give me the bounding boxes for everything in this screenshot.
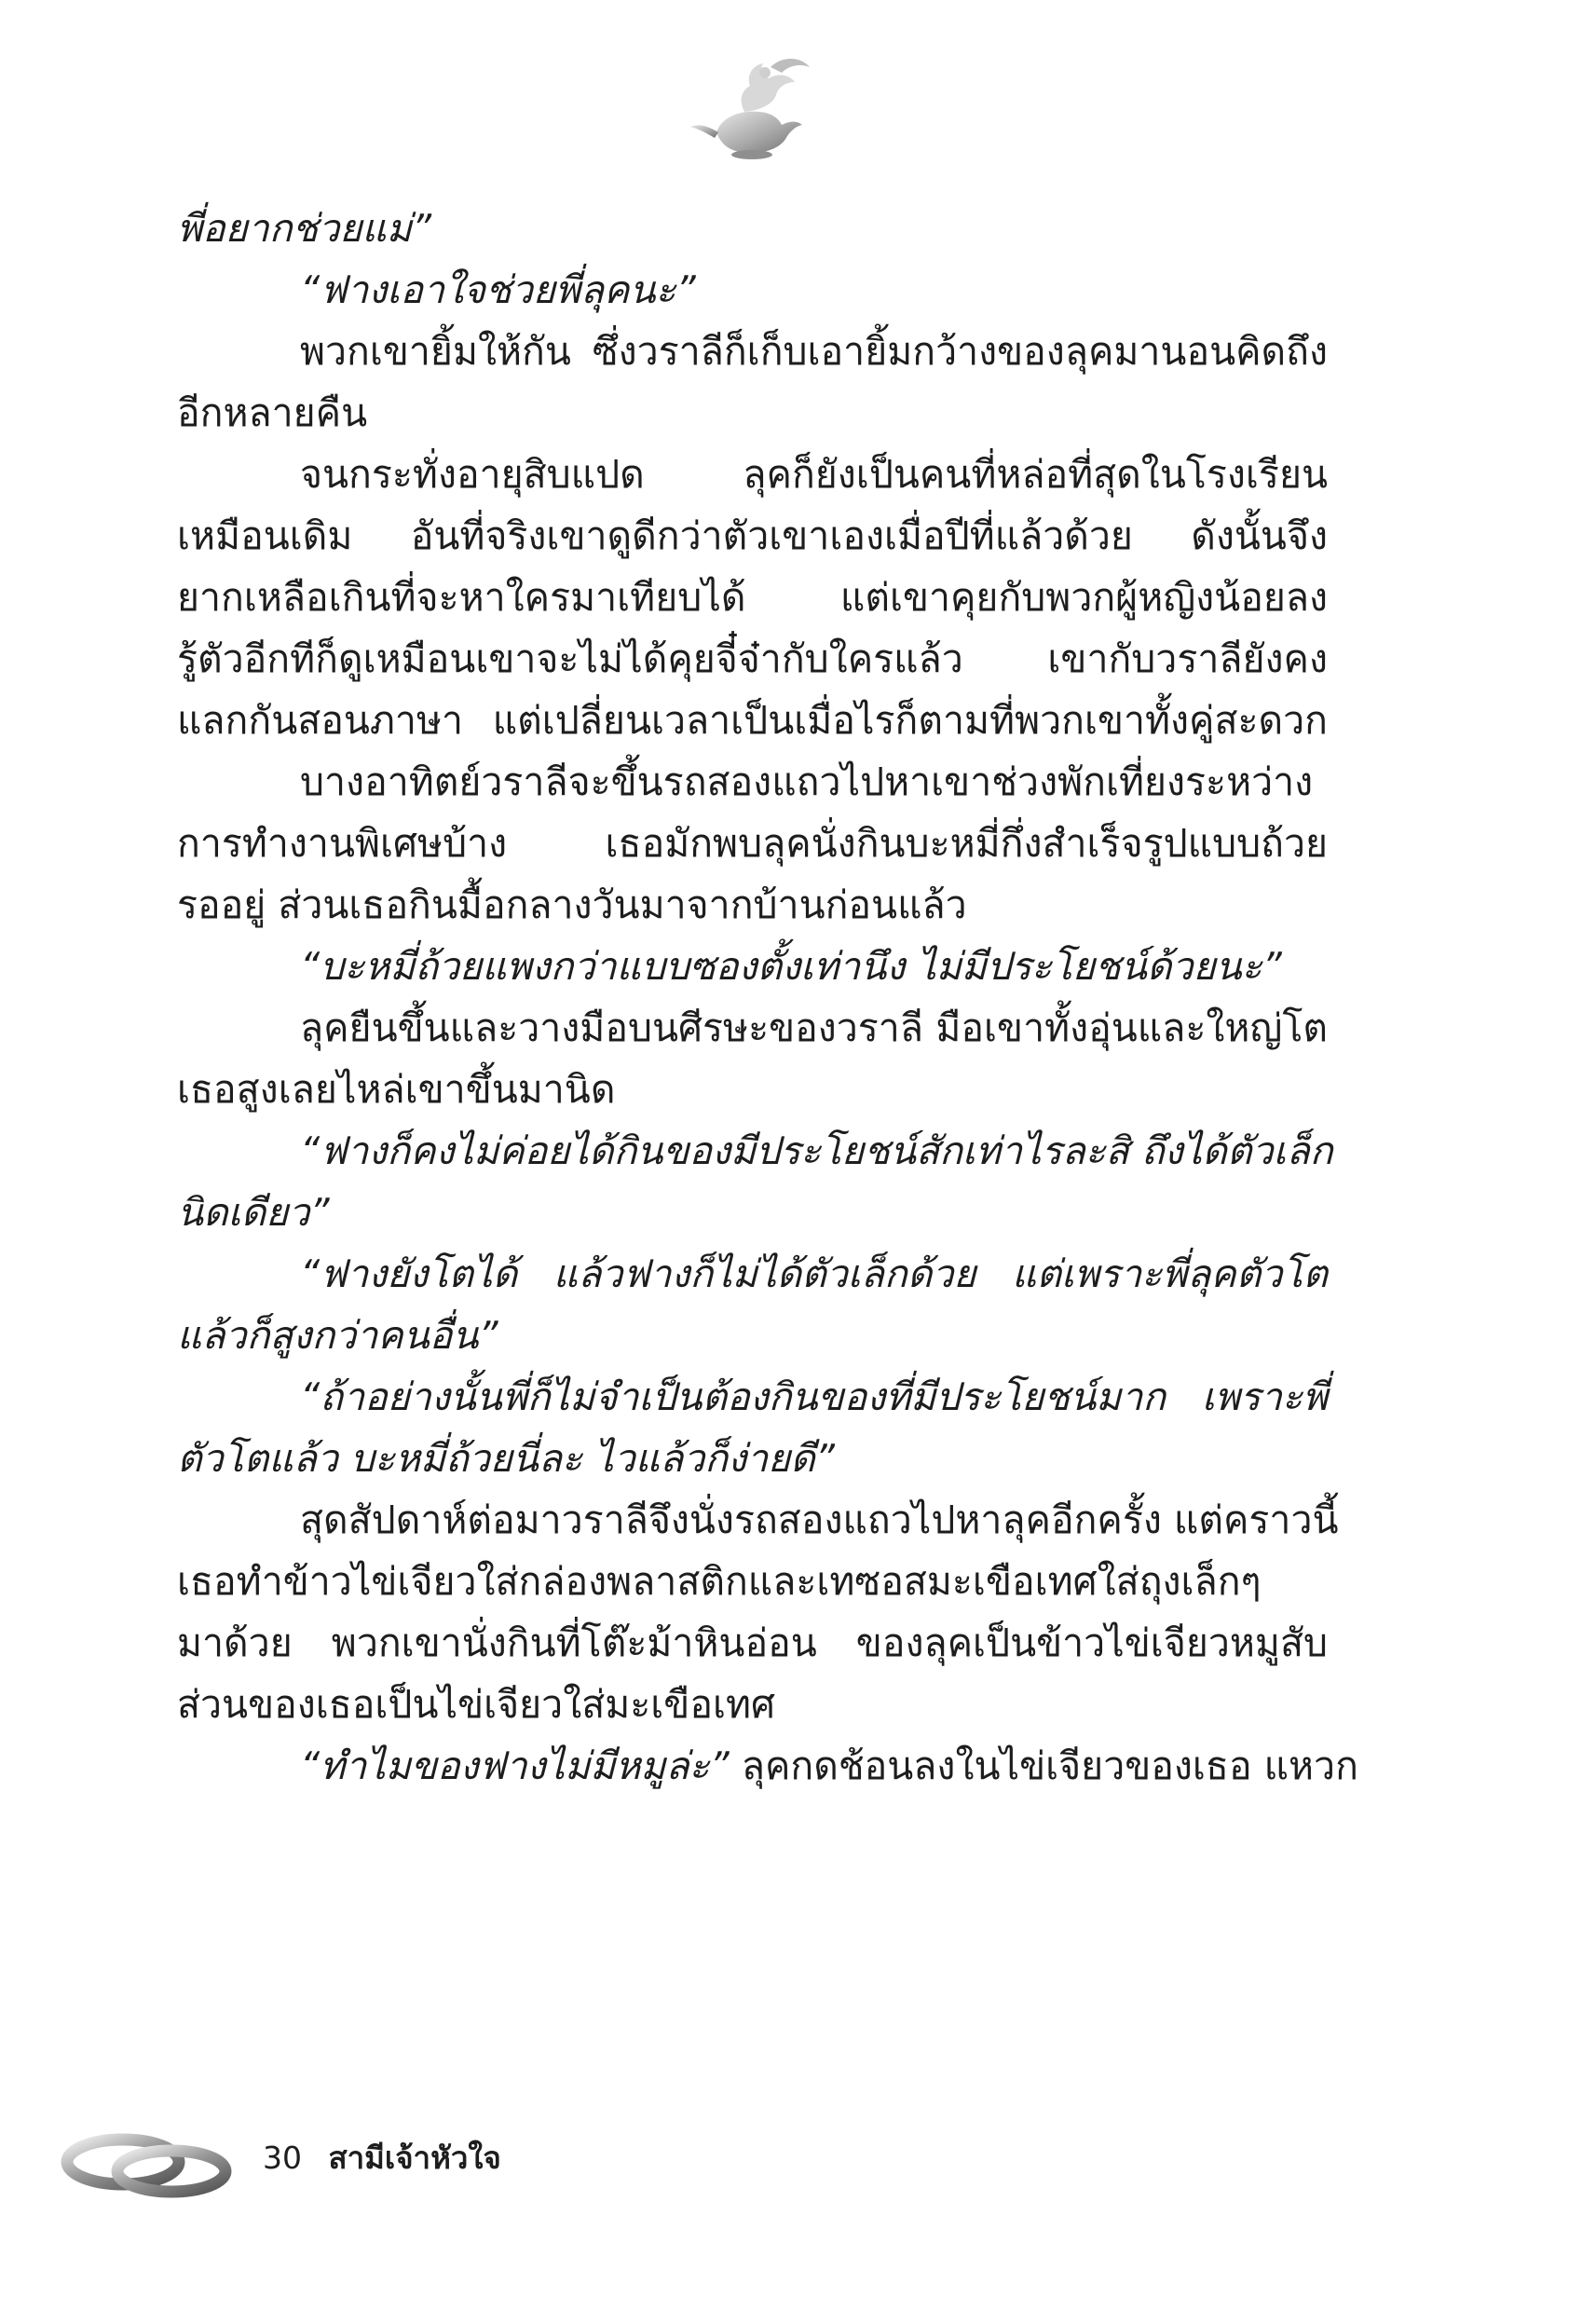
text-line-10: บางอาทิตย์วราลีจะขึ้นรถสองแถวไปหาเขาช่วงพักเที่ยงระหว่าง bbox=[300, 759, 1314, 804]
text-line-21: ตัวโตแล้ว บะหมี่ถ้วยนี่ละ ไวแล้วก็ง่ายดี” bbox=[177, 1436, 836, 1481]
text-line-5: จนกระทั่งอายุสิบแปด ลุคก็ยังเป็นคนที่หล่อที่สุดในโรงเรียน bbox=[300, 452, 1328, 497]
text-line-3: พวกเขายิ้มให้กัน ซึ่งวราลีก็เก็บเอายิ้มกว้างของลุคมานอนคิดถึง bbox=[300, 329, 1328, 374]
text-line-15: เธอสูงเลยไหล่เขาขึ้นมานิด bbox=[177, 1067, 616, 1112]
text-line-11: การทำงานพิเศษบ้าง เธอมักพบลุคนั่งกินบะหมี่กึ่งสำเร็จรูปแบบถ้วย bbox=[177, 821, 1328, 866]
page-footer bbox=[263, 2140, 501, 2177]
text-line-9: แลกกันสอนภาษา แต่เปลี่ยนเวลาเป็นเมื่อไรก็ตามที่พวกเขาทั้งคู่สะดวก bbox=[177, 698, 1328, 743]
text-line-6: เหมือนเดิม อันที่จริงเขาดูดีกว่าตัวเขาเองเมื่อปีที่แล้วด้วย ดังนั้นจึง bbox=[177, 513, 1328, 558]
page-body bbox=[177, 198, 1358, 1797]
narration-segment: ลุคกดช้อนลงในไข่เจียวของเธอ แหวก bbox=[729, 1744, 1358, 1788]
text-line-23: เธอทำข้าวไข่เจียวใส่กล่องพลาสติกและเทซอสมะเขือเทศใส่ถุงเล็กๆ bbox=[177, 1559, 1262, 1604]
text-line-20: “ถ้าอย่างนั้นพี่ก็ไม่จำเป็นต้องกินของที่มีประโยชน์มาก เพราะพี่ bbox=[300, 1374, 1328, 1419]
text-line-8: รู้ตัวอีกทีก็ดูเหมือนเขาจะไม่ได้คุยจี๋จ๋ากับใครแล้ว เขากับวราลียังคง bbox=[177, 636, 1328, 681]
text-line-16: “ฟางก็คงไม่ค่อยได้กินของมีประโยชน์สักเท่าไรละสิ ถึงได้ตัวเล็ก bbox=[300, 1128, 1333, 1173]
text-line-2: “ฟางเอาใจช่วยพี่ลุคนะ” bbox=[300, 267, 696, 312]
text-line-17: นิดเดียว” bbox=[177, 1190, 330, 1235]
text-line-18: “ฟางยังโตได้ แล้วฟางก็ไม่ได้ตัวเล็กด้วย แต่เพราะพี่ลุคตัวโต bbox=[300, 1251, 1328, 1296]
wedding-rings-icon bbox=[58, 2108, 235, 2208]
text-line-14: ลุคยืนขึ้นและวางมือบนศีรษะของวราลี มือเขาทั้งอุ่นและใหญ่โต bbox=[300, 1005, 1328, 1050]
text-line-7: ยากเหลือเกินที่จะหาใครมาเทียบได้ แต่เขาคุยกับพวกผู้หญิงน้อยลง bbox=[177, 575, 1328, 620]
text-line-22: สุดสัปดาห์ต่อมาวราลีจึงนั่งรถสองแถวไปหาลุคอีกครั้ง แต่คราวนี้ bbox=[300, 1497, 1339, 1542]
text-line-19: แล้วก็สูงกว่าคนอื่น” bbox=[177, 1313, 498, 1358]
text-line-13: “บะหมี่ถ้วยแพงกว่าแบบซองตั้งเท่านึง ไม่มีประโยชน์ด้วยนะ” bbox=[300, 944, 1282, 989]
text-line-26 bbox=[177, 1735, 1358, 1797]
text-line-4: อีกหลายคืน bbox=[177, 390, 368, 435]
book-title: สามีเจ้าหัวใจ bbox=[328, 2140, 501, 2176]
text-line-24: มาด้วย พวกเขานั่งกินที่โต๊ะม้าหินอ่อน ของลุคเป็นข้าวไข่เจียวหมูสับ bbox=[177, 1620, 1328, 1665]
text-line-1: พี่อยากช่วยแม่” bbox=[177, 206, 432, 251]
page-number: 30 bbox=[263, 2140, 302, 2176]
genie-lamp-icon bbox=[685, 54, 820, 161]
text-line-12: รออยู่ ส่วนเธอกินมื้อกลางวันมาจากบ้านก่อนแล้ว bbox=[177, 882, 967, 927]
dialogue-segment: “ทำไมของฟางไม่มีหมูล่ะ” bbox=[300, 1744, 730, 1788]
text-line-25: ส่วนของเธอเป็นไข่เจียวใส่มะเขือเทศ bbox=[177, 1682, 776, 1727]
